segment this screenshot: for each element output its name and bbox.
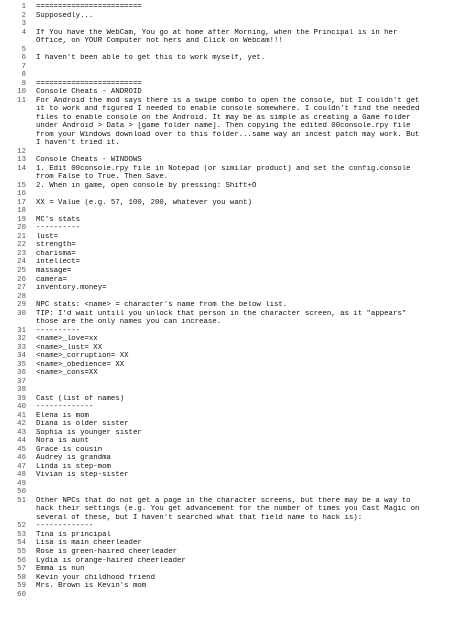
document-line xyxy=(0,497,474,506)
document-line xyxy=(0,267,474,276)
line-number: 41 xyxy=(17,411,26,420)
line-number: 49 xyxy=(17,479,26,488)
line-text xyxy=(26,20,474,29)
line-number: 10 xyxy=(17,88,26,97)
document-line xyxy=(0,335,474,344)
line-number: 23 xyxy=(17,249,26,258)
line-number: 4 xyxy=(21,28,26,37)
line-text: strength= xyxy=(36,241,76,250)
line-text xyxy=(26,386,474,395)
line-number: 1 xyxy=(21,3,26,11)
line-text: inventory.money= xyxy=(36,284,107,293)
line-number: 34 xyxy=(17,352,26,361)
document-line xyxy=(0,344,474,353)
line-number: 32 xyxy=(17,335,26,344)
document-line xyxy=(0,514,474,523)
line-number xyxy=(0,37,26,46)
document-line xyxy=(0,37,474,46)
line-number: 59 xyxy=(17,582,26,591)
line-number xyxy=(0,122,26,131)
line-text xyxy=(26,480,474,489)
line-text: several of these, but I haven't searched what that field name to hack is): xyxy=(36,513,363,522)
line-text: camera= xyxy=(36,275,67,284)
line-number: 40 xyxy=(17,403,26,412)
line-text xyxy=(26,148,474,157)
document-line xyxy=(0,12,474,21)
document-line xyxy=(0,539,474,548)
document-line xyxy=(0,173,474,182)
document-line xyxy=(0,131,474,140)
line-number: 7 xyxy=(21,62,26,71)
document-line xyxy=(0,378,474,387)
line-text: Lisa is main cheerleader xyxy=(36,539,142,548)
line-number: 21 xyxy=(17,232,26,241)
line-text: from False to True. Then Save. xyxy=(36,173,169,182)
line-text: NPC stats: <name> = character's name from the below list. xyxy=(36,301,288,310)
line-text: Console Cheats - ANDROID xyxy=(36,88,142,97)
document-line xyxy=(0,276,474,285)
document-line xyxy=(0,480,474,489)
document-line xyxy=(0,54,474,63)
document-line xyxy=(0,574,474,583)
document-line xyxy=(0,403,474,412)
line-number: 45 xyxy=(17,445,26,454)
line-number xyxy=(0,318,26,327)
document-line xyxy=(0,250,474,259)
line-text: intellect= xyxy=(36,258,81,267)
line-text: Supposedly... xyxy=(36,11,94,20)
document-line xyxy=(0,591,474,600)
line-text: I haven't tried it. xyxy=(36,139,120,148)
line-text: Console Cheats - WINDOWS xyxy=(36,156,142,165)
line-text: ------------- xyxy=(36,403,94,412)
line-number: 19 xyxy=(17,215,26,224)
document-line xyxy=(0,471,474,480)
line-text: Linda is step-mom xyxy=(36,462,111,471)
line-number xyxy=(0,514,26,523)
line-text: ------------- xyxy=(36,522,94,531)
line-text: Diana is older sister xyxy=(36,420,129,429)
document-line xyxy=(0,420,474,429)
document-line xyxy=(0,139,474,148)
line-text xyxy=(26,190,474,199)
line-number: 36 xyxy=(17,369,26,378)
line-number: 55 xyxy=(17,548,26,556)
document-line xyxy=(0,352,474,361)
document-line xyxy=(0,105,474,114)
line-text: <name>_love=xx xyxy=(36,335,98,344)
line-text: Tina is principal xyxy=(36,530,111,539)
line-number xyxy=(0,139,26,148)
line-text: 1. Edit 00console.rpy file in Notepad (or similar product) and set the config.console xyxy=(36,164,411,173)
line-number: 8 xyxy=(21,71,26,80)
line-text xyxy=(26,591,474,600)
line-number: 54 xyxy=(17,539,26,548)
document-line xyxy=(0,361,474,370)
line-number: 27 xyxy=(17,284,26,293)
line-number: 58 xyxy=(17,573,26,582)
line-number: 51 xyxy=(17,496,26,505)
document-line xyxy=(0,88,474,97)
line-text: lust= xyxy=(36,232,59,241)
line-number: 20 xyxy=(17,224,26,233)
document-line xyxy=(0,233,474,242)
line-text: Grace is cousin xyxy=(36,445,103,454)
line-number: 53 xyxy=(17,530,26,539)
line-number: 33 xyxy=(17,343,26,352)
document-line xyxy=(0,565,474,574)
document-line xyxy=(0,293,474,302)
line-text xyxy=(26,293,474,302)
line-number: 12 xyxy=(17,147,26,156)
line-text: those are the only names you can increase. xyxy=(36,318,222,327)
line-number: 26 xyxy=(17,275,26,284)
document-line xyxy=(0,20,474,29)
document-line xyxy=(0,301,474,310)
line-text: Sophia is younger sister xyxy=(36,428,142,437)
line-text: <name>_cons=XX xyxy=(36,369,98,378)
line-number: 31 xyxy=(17,326,26,335)
line-text: Vivian is step-sister xyxy=(36,471,129,480)
line-text: under Android > Data > [game folder name]. Then copying the edited 00console.rpy file xyxy=(36,122,411,131)
document-line xyxy=(0,446,474,455)
document-line xyxy=(0,241,474,250)
line-number: 37 xyxy=(17,377,26,386)
line-text: If You have the WebCam, You go at home after Morning, when the Principal is in her xyxy=(36,28,398,37)
line-number: 47 xyxy=(17,462,26,471)
line-text: Audrey is grandma xyxy=(36,454,111,463)
document-line xyxy=(0,488,474,497)
document-line xyxy=(0,395,474,404)
line-text: Nora is aunt xyxy=(36,437,89,446)
line-number: 6 xyxy=(21,54,26,63)
document-line xyxy=(0,258,474,267)
document-line xyxy=(0,3,474,12)
line-text: charisma= xyxy=(36,249,76,258)
document-line xyxy=(0,156,474,165)
line-number: 16 xyxy=(17,190,26,199)
document-line xyxy=(0,165,474,174)
line-number: 38 xyxy=(17,386,26,395)
line-number: 50 xyxy=(17,488,26,497)
line-number: 18 xyxy=(17,207,26,216)
document-line xyxy=(0,114,474,123)
line-number: 35 xyxy=(17,360,26,369)
line-text xyxy=(26,46,474,55)
line-text: Kevin your childhood friend xyxy=(36,573,155,582)
document-line xyxy=(0,284,474,293)
line-text: XX = Value (e.g. 57, 100, 200, whatever you want) xyxy=(36,198,252,207)
line-number: 44 xyxy=(17,437,26,446)
line-text: massage= xyxy=(36,266,72,275)
document-line xyxy=(0,122,474,131)
line-number xyxy=(0,131,26,140)
document-line xyxy=(0,412,474,421)
document-line xyxy=(0,582,474,591)
document-line xyxy=(0,148,474,157)
line-text: For Android the mod says there is a swipe combo to open the console, but I couldn't get xyxy=(36,96,420,105)
document-line xyxy=(0,182,474,191)
document-line xyxy=(0,318,474,327)
line-text xyxy=(26,488,474,497)
document-line xyxy=(0,369,474,378)
line-number: 60 xyxy=(17,590,26,599)
line-number: 3 xyxy=(21,20,26,29)
line-text: ---------- xyxy=(36,326,81,335)
line-number xyxy=(0,114,26,123)
line-text: Cast (list of names) xyxy=(36,394,125,403)
document-line xyxy=(0,463,474,472)
document-line xyxy=(0,548,474,557)
document-line xyxy=(0,522,474,531)
line-text: Rose is green-haired cheerleader xyxy=(36,548,178,556)
line-number: 43 xyxy=(17,428,26,437)
line-text: hack their settings (e.g. You get advancement for the number of times you Cast Magic on xyxy=(36,505,420,514)
line-text: Elena is mom xyxy=(36,411,89,420)
line-number: 17 xyxy=(17,198,26,207)
line-text: ======================== xyxy=(36,79,142,88)
line-number: 14 xyxy=(17,164,26,173)
line-text: 2. When in game, open console by pressing: Shift+O xyxy=(36,181,257,190)
line-text: Office, on YOUR Computer not hers and Click on Webcam!!! xyxy=(36,37,283,46)
line-number: 48 xyxy=(17,471,26,480)
line-text xyxy=(26,378,474,387)
document-line xyxy=(0,505,474,514)
line-text: ---------- xyxy=(36,224,81,233)
line-text: <name>_obedience= XX xyxy=(36,360,125,369)
text-document xyxy=(0,3,474,599)
document-line xyxy=(0,386,474,395)
line-number xyxy=(0,173,26,182)
line-text: from your Windows download over to this folder...same way an incest patch may work. But xyxy=(36,130,420,139)
line-number: 11 xyxy=(17,96,26,105)
document-line xyxy=(0,310,474,319)
document-line xyxy=(0,199,474,208)
line-number: 42 xyxy=(17,420,26,429)
line-number: 15 xyxy=(17,181,26,190)
document-line xyxy=(0,207,474,216)
line-text: files to enable console on the Android. It may be as simple as creating a Game folder xyxy=(36,113,411,122)
line-text: Mrs. Brown is Kevin's mom xyxy=(36,582,147,591)
line-number: 5 xyxy=(21,45,26,54)
line-number: 25 xyxy=(17,266,26,275)
document-line xyxy=(0,71,474,80)
document-line xyxy=(0,97,474,106)
line-number: 56 xyxy=(17,556,26,565)
document-line xyxy=(0,429,474,438)
line-text: MC's stats xyxy=(36,215,81,224)
line-number xyxy=(0,505,26,514)
document-line xyxy=(0,216,474,225)
line-number xyxy=(0,105,26,114)
line-text: Other NPCs that do not get a page in the character screens, but there may be a way to xyxy=(36,496,411,505)
line-number: 46 xyxy=(17,454,26,463)
line-number: 57 xyxy=(17,565,26,574)
document-line xyxy=(0,190,474,199)
line-number: 24 xyxy=(17,258,26,267)
document-line xyxy=(0,327,474,336)
line-number: 39 xyxy=(17,394,26,403)
line-text: I haven't been able to get this to work myself, yet. xyxy=(36,54,266,63)
document-line xyxy=(0,437,474,446)
document-line xyxy=(0,531,474,540)
document-line xyxy=(0,63,474,72)
document-line xyxy=(0,224,474,233)
document-line xyxy=(0,46,474,55)
line-number: 22 xyxy=(17,241,26,250)
line-text: <name>_corruption= XX xyxy=(36,352,129,361)
document-line xyxy=(0,29,474,38)
line-number: 2 xyxy=(21,11,26,20)
line-text: TIP: I'd wait untill you unlock that person in the character screen, as it "appears" xyxy=(36,309,407,318)
document-line xyxy=(0,557,474,566)
line-text: <name>_lust= XX xyxy=(36,343,103,352)
line-text: it to work and figured I needed to enable console somewhere. I couldn't find the needed xyxy=(36,105,420,114)
line-number: 13 xyxy=(17,156,26,165)
document-line xyxy=(0,80,474,89)
line-number: 9 xyxy=(21,79,26,88)
line-text xyxy=(26,207,474,216)
line-number: 29 xyxy=(17,301,26,310)
line-text xyxy=(26,71,474,80)
line-number: 52 xyxy=(17,522,26,531)
line-text: Lydia is orange-haired cheerleader xyxy=(36,556,186,565)
line-number: 28 xyxy=(17,292,26,301)
document-line xyxy=(0,454,474,463)
line-text: Emma is nun xyxy=(36,565,85,574)
line-text xyxy=(26,63,474,72)
line-number: 30 xyxy=(17,309,26,318)
line-text: ======================== xyxy=(36,3,142,11)
